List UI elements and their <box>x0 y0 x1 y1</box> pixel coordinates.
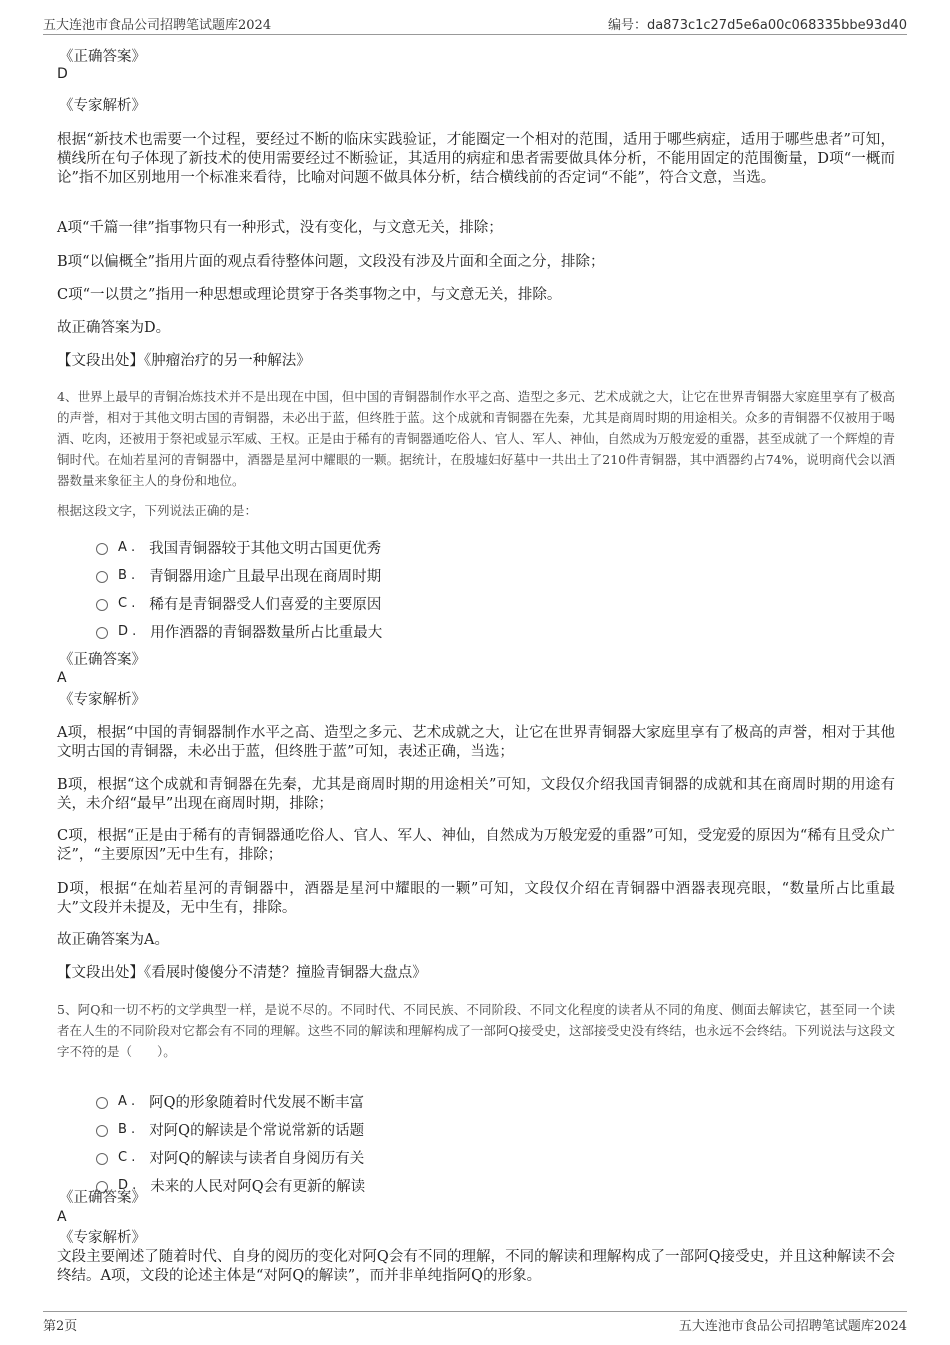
q5-option-c[interactable]: C . 对阿Q的解读与读者自身阅历有关 <box>96 1147 364 1167</box>
q5-option-b[interactable]: B . 对阿Q的解读是个常说常新的话题 <box>96 1119 364 1139</box>
q5-answer-label: 《正确答案》 <box>59 1190 146 1206</box>
q3-analysis-label: 《专家解析》 <box>59 98 146 114</box>
radio-icon[interactable] <box>96 599 108 611</box>
q3-conclusion: 故正确答案为D。 <box>57 320 171 336</box>
q4-option-b[interactable]: B . 青铜器用途广且最早出现在商周时期 <box>96 565 381 585</box>
q4-option-d-note: D项，根据“在灿若星河的青铜器中，酒器是星河中耀眼的一颗”可知，文段仅介绍在青铜器中酒器表现亮眼，“数量所占比重最大”文段并未提及，无中生有，排除。 <box>57 881 895 916</box>
q4-conclusion: 故正确答案为A。 <box>57 932 169 948</box>
q4-option-d[interactable]: D . 用作酒器的青铜器数量所占比重最大 <box>96 621 382 641</box>
q4-option-a[interactable]: A . 我国青铜器较于其他文明古国更优秀 <box>96 537 381 557</box>
q4-answer-label: 《正确答案》 <box>59 652 146 668</box>
page-footer <box>43 1311 907 1333</box>
q4-option-c-note: C项，根据“正是由于稀有的青铜器通吃俗人、官人、军人、神仙，自然成为万般宠爱的重器”可知，受宠爱的原因为“稀有且受众广泛”，“主要原因”无中生有，排除； <box>57 828 895 863</box>
footer-title: 五大连池市食品公司招聘笔试题库2024 <box>678 1318 907 1334</box>
q4-answer: A <box>57 670 67 686</box>
radio-icon[interactable] <box>96 571 108 583</box>
q5-analysis: 文段主要阐述了随着时代、自身的阅历的变化对阿Q会有不同的理解，不同的解读和理解构成了一部阿Q接受史，并且这种解读不会终结。A项，文段的论述主体是“对阿Q的解读”，而并非单纯指阿Q的形象。 <box>57 1249 895 1284</box>
q3-answer-label: 《正确答案》 <box>59 49 146 65</box>
radio-icon[interactable] <box>96 1153 108 1165</box>
q5-option-a[interactable]: A . 阿Q的形象随着时代发展不断丰富 <box>96 1091 364 1111</box>
q4-question: 根据这段文字，下列说法正确的是： <box>57 503 258 518</box>
q5-answer: A <box>57 1209 67 1225</box>
q3-answer: D <box>57 66 68 82</box>
header-title: 五大连池市食品公司招聘笔试题库2024 <box>43 17 272 33</box>
q4-option-c[interactable]: C . 稀有是青铜器受人们喜爱的主要原因 <box>96 593 381 613</box>
radio-icon[interactable] <box>96 627 108 639</box>
page-header <box>43 14 907 35</box>
q3-source: 【文段出处】《肿瘤治疗的另一种解法》 <box>57 353 311 369</box>
radio-icon[interactable] <box>96 543 108 555</box>
q5-passage: 5、阿Q和一切不朽的文学典型一样，是说不尽的。不同时代、不同民族、不同阶段、不同文化程度的读者从不同的角度、侧面去解读它，甚至同一个读者在人生的不同阶段对它都会有不同的理解。这些不同的解读和理解构成了一部阿Q接受史，这部接受史没有终结，也永远不会终结。下列说法与这段文字不符的是（ ）。 <box>57 1002 895 1059</box>
q4-analysis-label: 《专家解析》 <box>59 692 146 708</box>
radio-icon[interactable] <box>96 1097 108 1109</box>
q5-analysis-label: 《专家解析》 <box>59 1230 146 1246</box>
page-number: 第2页 <box>43 1318 78 1334</box>
q3-analysis: 根据“新技术也需要一个过程，要经过不断的临床实践验证，才能圈定一个相对的范围，适用于哪些病症，适用于哪些患者”可知，横线所在句子体现了新技术的使用需要经过不断验证，其适用的病症和患者需要做具体分析，不能用固定的范围衡量，D项“一概而论”指不加区别地用一个标准来看待，比喻对问题不做具体分析，结合横线前的否定词“不能”，符合文意，当选。 <box>57 132 895 186</box>
q4-passage: 4、世界上最早的青铜冶炼技术并不是出现在中国，但中国的青铜器制作水平之高、造型之多元、艺术成就之大，让它在世界青铜器大家庭里享有了极高的声誉，相对于其他文明古国的青铜器，未必出于蓝，但终胜于蓝。这个成就和青铜器在先秦，尤其是商周时期的用途相关。众多的青铜器不仅被用于喝酒、吃肉，还被用于祭祀或显示军威、王权。正是由于稀有的青铜器通吃俗人、官人、军人、神仙，自然成为万般宠爱的重器，甚至成就了一个辉煌的青铜时代。在灿若星河的青铜器中，酒器是星河中耀眼的一颗。据统计，在殷墟妇好墓中一共出土了210件青铜器，其中酒器约占74%，说明商代会以酒器数量来象征主人的身份和地位。 <box>57 389 895 488</box>
q3-option-c-note: C项“一以贯之”指用一种思想或理论贯穿于各类事物之中，与文意无关，排除。 <box>57 287 562 303</box>
header-serial-number: 编号：da873c1c27d5e6a00c068335bbe93d40 <box>607 17 907 33</box>
q5-option-d[interactable]: D . 未来的人民对阿Q会有更新的解读 <box>96 1175 365 1195</box>
radio-icon[interactable] <box>96 1125 108 1137</box>
q4-source: 【文段出处】《看展时傻傻分不清楚？撞脸青铜器大盘点》 <box>57 965 427 981</box>
q4-option-a-note: A项，根据“中国的青铜器制作水平之高、造型之多元、艺术成就之大，让它在世界青铜器大家庭里享有了极高的声誉，相对于其他文明古国的青铜器，未必出于蓝，但终胜于蓝”可知，表述正确，当选； <box>57 725 895 760</box>
q3-option-b-note: B项“以偏概全”指用片面的观点看待整体问题，文段没有涉及片面和全面之分，排除； <box>57 254 605 270</box>
q4-option-b-note: B项，根据“这个成就和青铜器在先秦，尤其是商周时期的用途相关”可知，文段仅介绍我国青铜器的成就和其在商周时期的用途有关，未介绍“最早”出现在商周时期，排除； <box>57 777 895 812</box>
q3-option-a-note: A项“千篇一律”指事物只有一种形式，没有变化，与文意无关，排除； <box>57 220 503 236</box>
